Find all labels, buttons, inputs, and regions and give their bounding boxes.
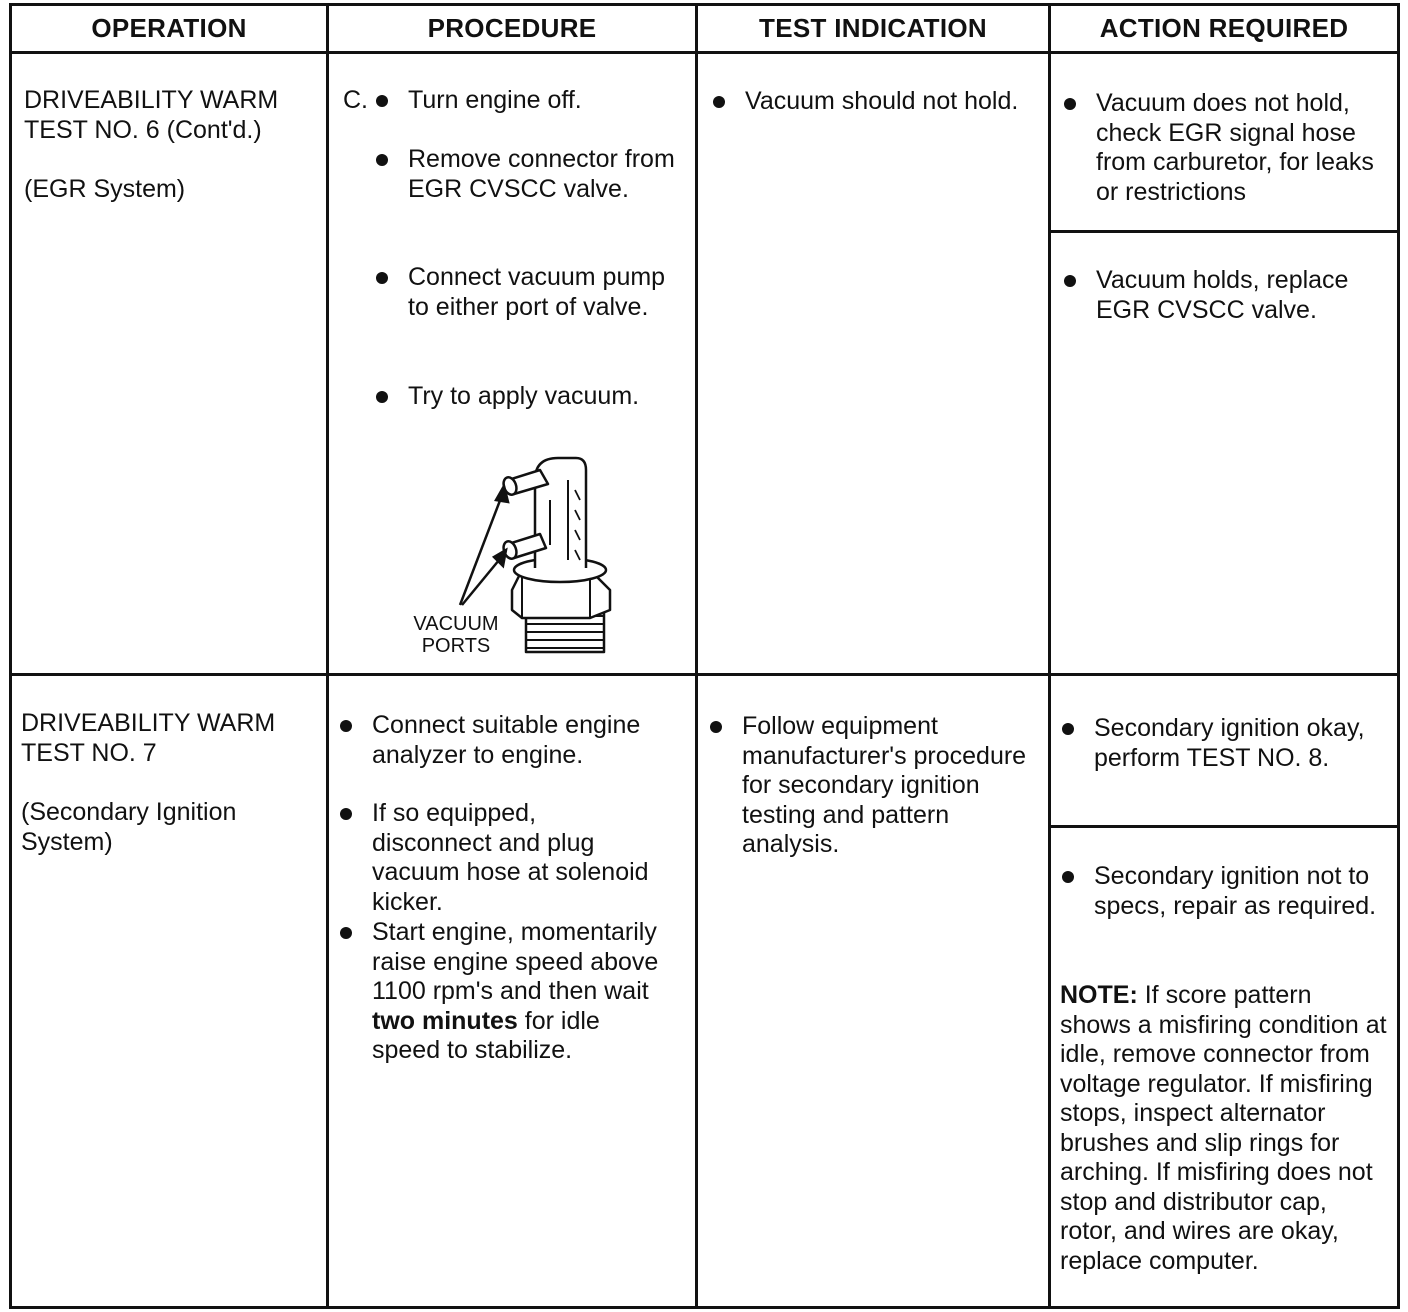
row1-procedure-step-4: Try to apply vacuum. bbox=[376, 382, 684, 412]
bullet-icon bbox=[1064, 98, 1076, 110]
header-test-indication: TEST INDICATION bbox=[759, 12, 987, 43]
header-operation: OPERATION bbox=[91, 12, 247, 43]
row2-action-1: Secondary ignition okay, perform TEST NO. 8. bbox=[1062, 714, 1382, 773]
bullet-icon bbox=[710, 721, 722, 733]
row1-operation-line1: DRIVEABILITY WARM bbox=[24, 86, 279, 114]
bullet-icon bbox=[1062, 871, 1074, 883]
row2-test-indication: Follow equipment manufacturer's procedure for secondary ignition testing and pattern analysis. bbox=[710, 712, 1040, 860]
bullet-icon bbox=[340, 927, 352, 939]
bullet-icon bbox=[1064, 275, 1076, 287]
bullet-icon bbox=[713, 96, 725, 108]
bullet-icon bbox=[376, 95, 388, 107]
column-divider-2 bbox=[695, 3, 698, 1309]
row1-procedure-step-3: Connect vacuum pump to either port of valve. bbox=[376, 263, 684, 322]
bullet-icon bbox=[376, 154, 388, 166]
column-divider-3 bbox=[1048, 3, 1051, 1309]
row2-note bbox=[1060, 981, 1388, 1276]
row1-operation-title bbox=[24, 86, 319, 145]
action-divider-row2 bbox=[1048, 825, 1400, 828]
column-divider-1 bbox=[326, 3, 329, 1309]
row-divider bbox=[9, 673, 1400, 676]
row2-procedure-step-3: Start engine, momentarily raise engine speed above 1100 rpm's and then wait two minutes for idle speed to stabilize. bbox=[340, 918, 670, 1066]
table-right-border bbox=[1397, 3, 1400, 1309]
row1-step-prefix: C. bbox=[343, 86, 368, 114]
row1-operation-system: (EGR System) bbox=[24, 175, 186, 203]
action-divider-row1 bbox=[1048, 230, 1400, 233]
bullet-icon bbox=[376, 391, 388, 403]
row1-operation-line2: TEST NO. 6 (Cont'd.) bbox=[24, 115, 262, 144]
table-left-border bbox=[9, 3, 12, 1309]
note-label: NOTE: bbox=[1060, 981, 1138, 1009]
row1-test-indication: Vacuum should not hold. bbox=[713, 87, 1035, 117]
row1-procedure-step-1: Turn engine off. bbox=[376, 86, 684, 116]
header-procedure: PROCEDURE bbox=[427, 12, 597, 43]
row1-action-2: Vacuum holds, replace EGR CVSCC valve. bbox=[1064, 266, 1389, 325]
row2-procedure-step-2: If so equipped, disconnect and plug vacuum hose at solenoid kicker. bbox=[340, 799, 662, 917]
table-bottom-border bbox=[9, 1306, 1400, 1309]
bullet-icon bbox=[1062, 723, 1074, 735]
header-action-required: ACTION REQUIRED bbox=[1099, 12, 1349, 43]
row2-operation-system: (Secondary Ignition System) bbox=[21, 798, 237, 856]
bullet-icon bbox=[340, 720, 352, 732]
row2-operation-line2: TEST NO. 7 bbox=[21, 738, 157, 767]
bullet-icon bbox=[376, 272, 388, 284]
row1-procedure-step-2: Remove connector from EGR CVSCC valve. bbox=[376, 145, 684, 204]
row2-procedure-step-1: Connect suitable engine analyzer to engine. bbox=[340, 711, 685, 770]
row1-action-1: Vacuum does not hold, check EGR signal hose from carburetor, for leaks or restrictions bbox=[1064, 89, 1389, 207]
row2-operation-title bbox=[21, 709, 319, 768]
bullet-icon bbox=[340, 808, 352, 820]
row2-operation-line1: DRIVEABILITY WARM bbox=[21, 709, 276, 737]
vacuum-ports-label: VACUUM PORTS bbox=[413, 613, 499, 657]
note-text: If score pattern shows a misfiring condition at idle, remove connector from voltage regulator. If misfiring stops, inspect alternator brushes and slip rings for arching. If misfiring does not stop and distributor cap, rotor, and wires are okay, replace computer. bbox=[1060, 981, 1387, 1275]
row2-action-2: Secondary ignition not to specs, repair as required. bbox=[1062, 862, 1382, 921]
